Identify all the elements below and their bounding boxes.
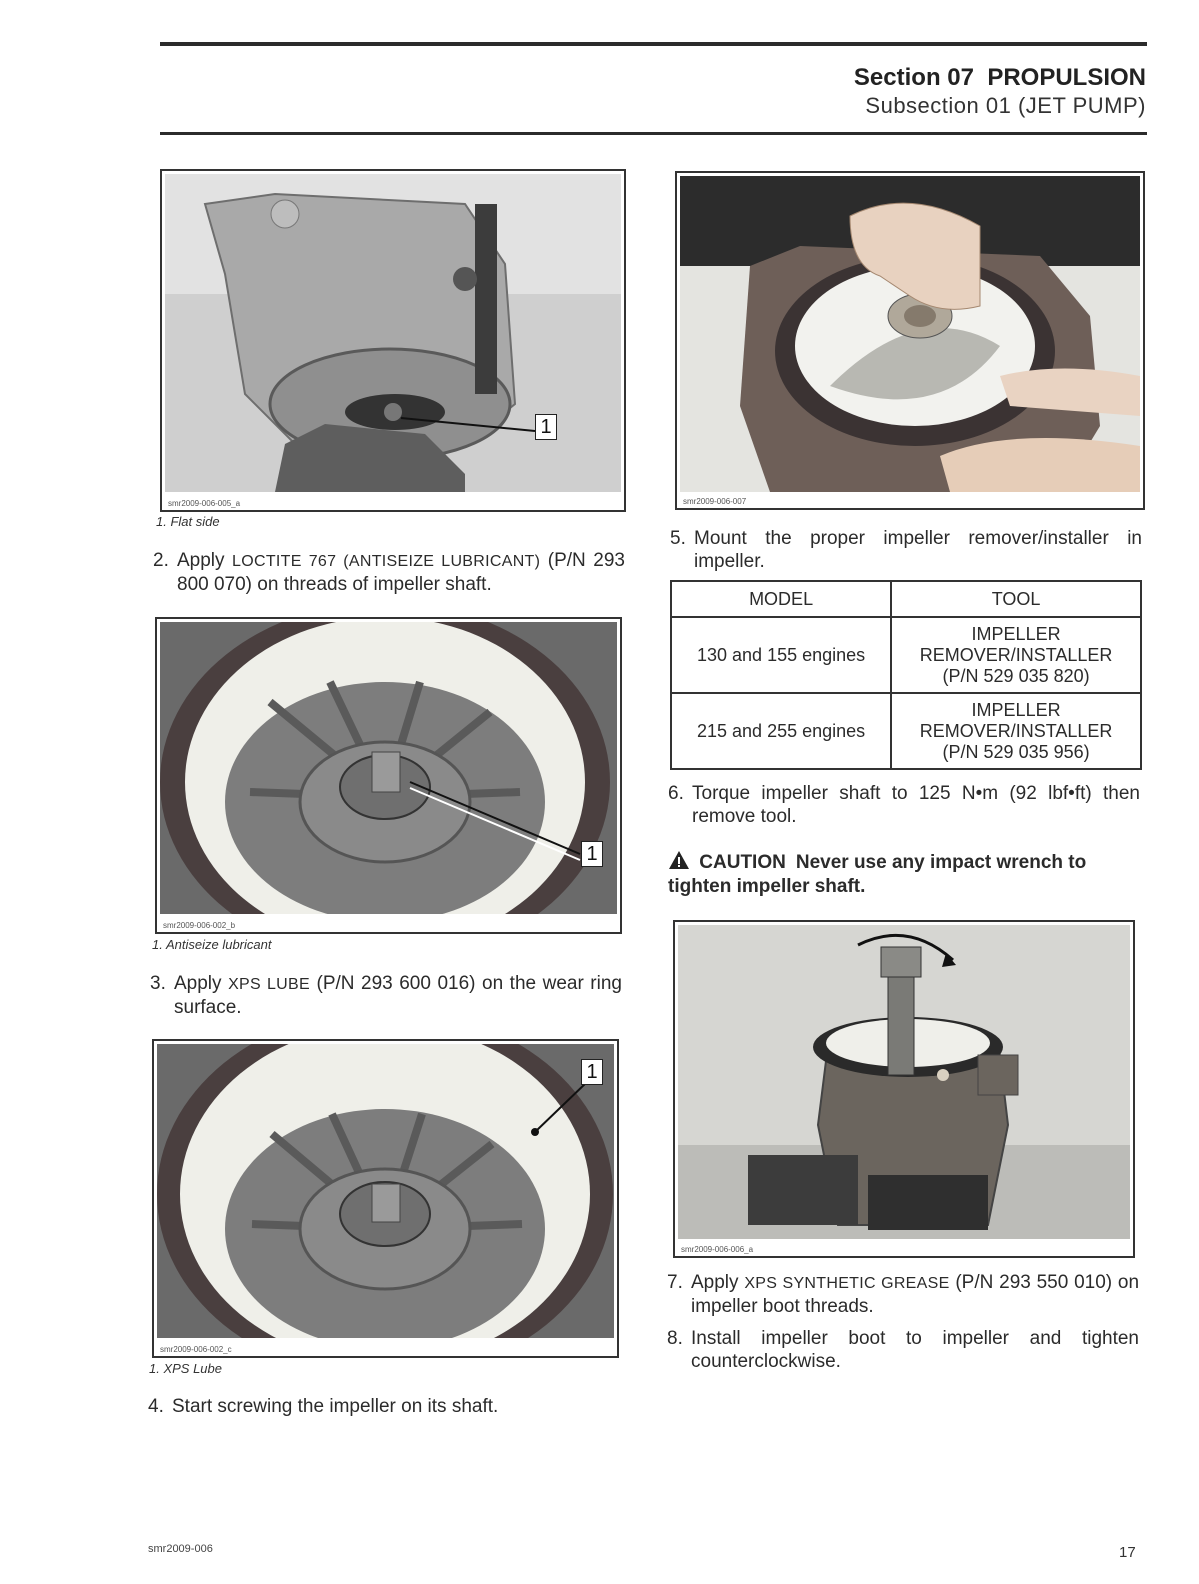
figure-mount-tool — [675, 171, 1145, 510]
step-text: Apply XPS LUBE (P/N 293 600 016) on the wear ring surface. — [174, 973, 622, 1018]
photo-wear-ring — [157, 1044, 614, 1338]
step-6 — [668, 782, 1140, 832]
step-5 — [670, 527, 1142, 577]
step-number: 3. — [150, 973, 166, 994]
caution-text: Never use any impact wrench to tighten impeller shaft. — [668, 852, 1087, 897]
table-row — [671, 693, 1141, 769]
table-header-model: MODEL — [671, 581, 891, 617]
figure-caption: 1. Antiseize lubricant — [152, 937, 272, 952]
figure-torque-shaft — [673, 920, 1135, 1258]
figure-pump-flat-side — [160, 169, 626, 512]
figure-caption: 1. Flat side — [156, 514, 220, 529]
header-top-rule — [160, 42, 1147, 46]
step-4 — [148, 1395, 628, 1421]
photo-hand-mounting-tool — [680, 176, 1140, 492]
photo-torque-tool — [678, 925, 1130, 1239]
footer-doc-code: smr2009-006 — [148, 1543, 213, 1555]
step-text: Install impeller boot to impeller and tighten counterclockwise. — [691, 1328, 1139, 1372]
figure-callout-1: 1 — [535, 414, 557, 440]
table-header-tool: TOOL — [891, 581, 1141, 617]
table-cell-tool: IMPELLER REMOVER/INSTALLER (P/N 529 035 820) — [891, 617, 1141, 693]
figure-callout-1: 1 — [581, 841, 603, 867]
figure-code: smr2009-006-002_c — [160, 1345, 232, 1354]
warning-triangle-icon — [668, 850, 690, 870]
photo-impeller-shaft — [160, 622, 617, 914]
section-title: Section 07 PROPULSION — [853, 64, 1146, 91]
step-3 — [150, 972, 622, 1022]
page-number: 17 — [1119, 1544, 1136, 1561]
subsection-title: Subsection 01 (JET PUMP) — [865, 93, 1146, 118]
figure-code: smr2009-006-006_a — [681, 1245, 754, 1254]
table-header-row — [671, 581, 1141, 617]
header-bottom-rule — [160, 132, 1147, 135]
tool-table — [670, 580, 1142, 770]
step-number: 7. — [667, 1272, 683, 1293]
figure-code: smr2009-006-007 — [683, 497, 747, 506]
step-2 — [153, 549, 625, 599]
figure-callout-1: 1 — [581, 1059, 603, 1085]
table-cell-model: 215 and 255 engines — [671, 693, 891, 769]
figure-antiseize — [155, 617, 622, 934]
step-number: 6. — [668, 783, 684, 804]
step-number: 8. — [667, 1328, 683, 1349]
step-8 — [667, 1327, 1139, 1377]
caution-label: CAUTION — [699, 852, 786, 873]
step-text: Apply LOCTITE 767 (ANTISEIZE LUBRICANT) (P/N 293 800 070) on threads of impeller shaft. — [177, 550, 625, 595]
caution-notice — [668, 850, 1140, 899]
step-text: Mount the proper impeller remover/installer in impeller. — [694, 528, 1142, 572]
table-row — [671, 617, 1141, 693]
figure-code: smr2009-006-005_a — [168, 499, 241, 508]
table-cell-model: 130 and 155 engines — [671, 617, 891, 693]
step-number: 2. — [153, 550, 169, 571]
table-cell-tool: IMPELLER REMOVER/INSTALLER (P/N 529 035 956) — [891, 693, 1141, 769]
figure-code: smr2009-006-002_b — [163, 921, 236, 930]
step-number: 4. — [148, 1396, 164, 1417]
step-7 — [667, 1271, 1139, 1321]
photo-pump-housing — [165, 174, 621, 492]
figure-caption: 1. XPS Lube — [149, 1361, 222, 1376]
figure-xps-lube — [152, 1039, 619, 1358]
step-text: Start screwing the impeller on its shaft. — [172, 1396, 499, 1417]
step-number: 5. — [670, 528, 686, 549]
step-text: Apply XPS SYNTHETIC GREASE (P/N 293 550 010) on impeller boot threads. — [691, 1272, 1140, 1317]
step-text: Torque impeller shaft to 125 N•m (92 lbf•ft) then remove tool. — [692, 783, 1140, 827]
